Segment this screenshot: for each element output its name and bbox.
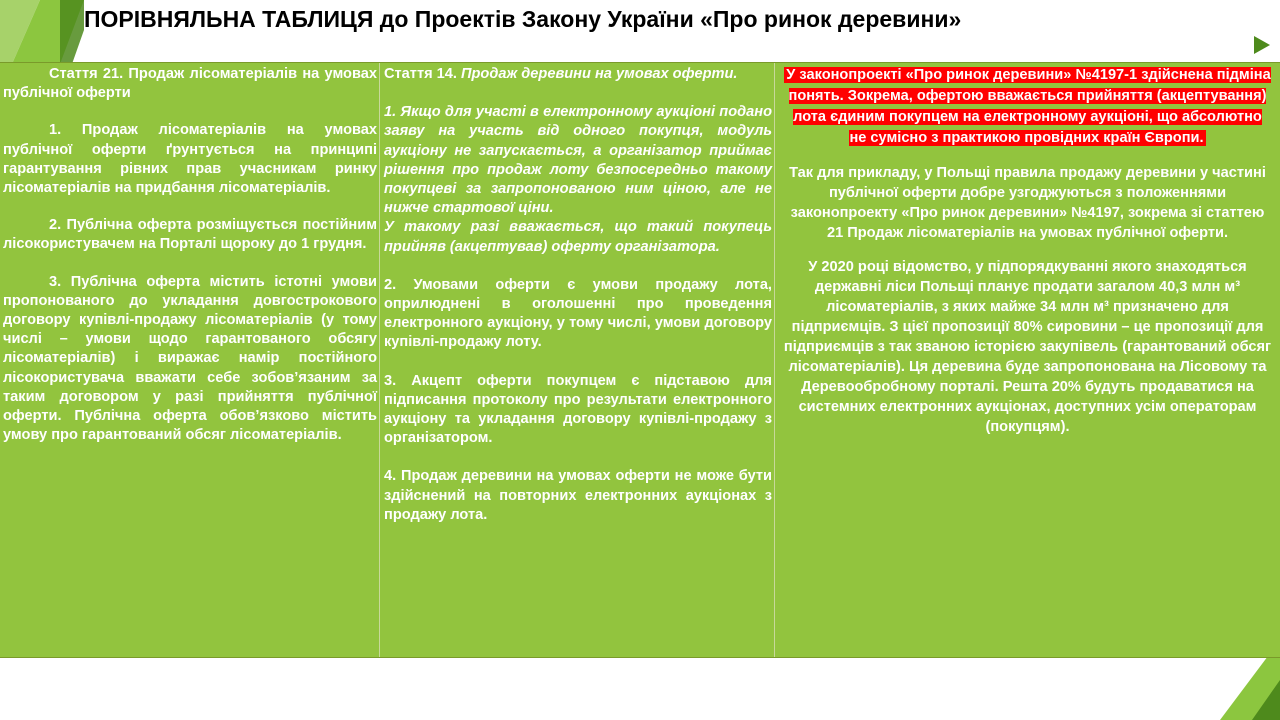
article-21-paragraph-1: 1. Продаж лісоматеріалів на умовах публічної оферти ґрунтується на принципі гарантування рівних прав учасникам ринку лісоматеріалів на придбання лісоматеріалів.	[3, 122, 377, 197]
table-column-alternative-bill	[380, 63, 775, 657]
comparison-table	[0, 62, 1280, 658]
table-column-comment	[775, 63, 1280, 657]
article-21-paragraph-3: 3. Публічна оферта містить істотні умови пропонованого до укладання довгострокового договору купівлі-продажу лісоматеріалів (у тому числі – умови щодо гарантованого обсягу лісоматеріалів) і виражає намір постійного лісокористувача вважати себе зобов’язаним за таким договором у разі прийняття публічної оферти. Публічна оферта обов’язково містить умову про гарантований обсяг лісоматеріалів.	[3, 273, 377, 444]
article-14-title: Продаж деревини на умовах оферти.	[461, 66, 738, 82]
right-triangle-arrow-icon	[1254, 36, 1270, 54]
article-14-paragraph-4: 4. Продаж деревини на умовах оферти не може бути здійснений на повторних електронних аукціонах з продажу лота.	[384, 468, 772, 523]
comment-paragraph-2020: У 2020 році відомство, у підпорядкуванні якого знаходяться державні ліси Польщі планує продати загалом 40,3 млн м³ лісоматеріалів, з яких майже 34 млн м³ призначено для підприємців. З цієї пропозиції 80% сировини – це пропозиції для підприємців з так званою історією закупівель (гарантований обсяг лісоматеріалів). Ця деревина буде запропонована на Лісовому та Деревообробному порталі. Решта 20% будуть продаватися на системних електронних аукціонах, доступних усім операторам (покупцям).	[783, 259, 1272, 435]
comment-paragraph-poland: Так для прикладу, у Польщі правила продажу деревини у частині публічної оферти добре узгоджуються з положеннями законопроекту «Про ринок деревини» №4197, зокрема зі статтею 21 Продаж лісоматеріалів на умовах публічної оферти.	[789, 165, 1266, 241]
left-green-shapes	[0, 0, 84, 64]
article-14-heading	[384, 65, 772, 84]
highlighted-warning	[783, 65, 1272, 149]
article-21-paragraph-2: 2. Публічна оферта розміщується постійним лісокористувачем на Порталі щороку до 1 грудня.	[3, 217, 377, 253]
table-column-current-bill	[0, 63, 380, 657]
article-14-paragraph-1: 1. Якщо для участі в електронному аукціоні подано заяву на участь від одного покупця, модуль аукціону не запускається, а організатор приймає рішення про продаж лоту безпосередньо такому покупцеві за запропонованою ним ціною, але не нижче стартової ціни.	[384, 104, 772, 217]
warning-text: У законопроекті «Про ринок деревини» №4197-1 здійснена підміна понять. Зокрема, офертою вважається прийняття (акцептування) лота єдиним покупцем на електронному аукціоні, що абсолютно не сумісно з практикою провідних країн Європи.	[786, 67, 1271, 146]
article-14-paragraph-3: 3. Акцепт оферти покупцем є підставою для підписання протоколу про результати електронного аукціону та укладання договору купівлі-продажу з організатором.	[384, 372, 772, 447]
article-14-paragraph-2: 2. Умовами оферти є умови продажу лота, оприлюднені в оголошенні про проведення електронного аукціону, у тому числі, умови договору купівлі-продажу лоту.	[384, 276, 772, 351]
page-title: ПОРІВНЯЛЬНА ТАБЛИЦЯ до Проектів Закону України «Про ринок деревини»	[84, 6, 962, 32]
article-21-heading: Стаття 21. Продаж лісоматеріалів на умовах публічної оферти	[3, 66, 377, 102]
article-14-paragraph-1-cont: У такому разі вважається, що такий покупець прийняв (акцептував) оферту організатора.	[384, 219, 772, 255]
article-14-number: Стаття 14.	[384, 66, 462, 82]
